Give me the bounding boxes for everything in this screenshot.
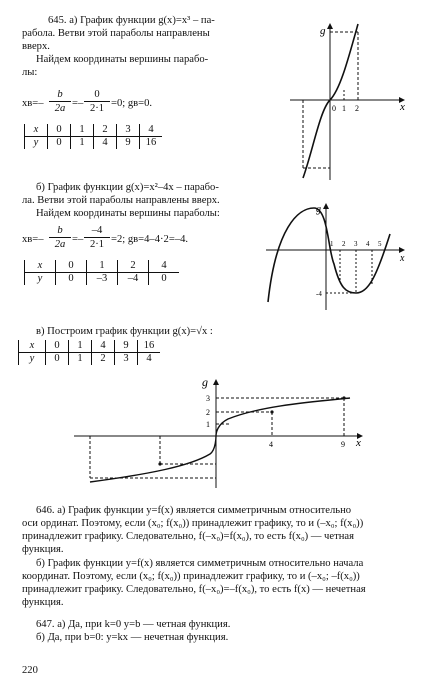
p645b-vertex-prefix: xв=– — [22, 234, 44, 245]
table-cell: x — [19, 340, 46, 353]
table-cell: –3 — [87, 273, 118, 286]
graph-cubic — [268, 10, 418, 186]
p645a-line1: 645. а) График функции g(x)=x³ – па- — [48, 15, 215, 26]
graph2-x-label: x — [400, 253, 405, 264]
p645a-line5: лы: — [22, 67, 38, 78]
graph1-tick-2: 2 — [355, 104, 359, 113]
p645a-line2: рабола. Ветви этой параболы направлены — [22, 28, 210, 39]
graph3-tick-4: 4 — [269, 440, 273, 449]
graph2-tick-2: 2 — [342, 240, 346, 248]
point — [158, 462, 161, 465]
graph1-x-label: x — [400, 101, 405, 113]
p645b-frac1 — [49, 224, 71, 251]
p645b-vertex-suffix: =2; gв=4–4·2=–4. — [111, 234, 189, 245]
graph1-origin: 0 — [332, 104, 336, 113]
table-cell: 4 — [92, 340, 115, 353]
graph2-tick-y: -4 — [316, 290, 322, 298]
table-cell: 3 — [117, 124, 140, 137]
p645c-value-table — [18, 340, 160, 365]
table-cell: 1 — [71, 137, 94, 150]
sqrt-curve — [90, 398, 350, 482]
table-cell: 0 — [149, 273, 180, 286]
p645b-line1: б) График функции g(x)=x²–4x – парабо- — [36, 182, 219, 193]
p646-b4: функция. — [22, 597, 64, 608]
table-row — [25, 124, 163, 137]
p645b-frac1-num: b — [49, 224, 71, 238]
p645b-frac2-den: 2·1 — [89, 239, 105, 250]
table-cell: 9 — [117, 137, 140, 150]
p646-b2: координат. Поэтому, если (x₀; f(x₀)) принадлежит графику, то и (–x₀; –f(x₀)) — [22, 571, 360, 582]
graph2-tick-3: 3 — [354, 240, 358, 248]
table-cell: 0 — [56, 260, 87, 273]
p645a-frac1-num: b — [49, 88, 71, 102]
table-cell: x — [25, 260, 56, 273]
p645a-frac2-num: 0 — [84, 88, 110, 102]
graph1-y-label: g — [320, 25, 326, 37]
table-cell: 4 — [94, 137, 117, 150]
graph2-y-label: g — [316, 204, 321, 215]
table-cell: 4 — [138, 353, 161, 366]
table-cell: 2 — [92, 353, 115, 366]
p647-a: 647. а) Да, при k=0 y=b — четная функция. — [36, 619, 231, 630]
table-cell: 9 — [115, 340, 138, 353]
table-cell: x — [25, 124, 48, 137]
p645a-frac1-den: 2a — [54, 103, 66, 114]
p645a-frac1 — [49, 88, 71, 115]
p645a-line3: вверх. — [22, 41, 50, 52]
graph-parabola — [262, 198, 412, 314]
table-cell: 0 — [46, 353, 69, 366]
table-cell: 1 — [71, 124, 94, 137]
table-cell: 1 — [69, 340, 92, 353]
p646-b1: б) График функции y=f(x) является симметричным относительно начала — [36, 558, 364, 569]
p646-a4: функция. — [22, 544, 64, 555]
graph2-tick-1: 1 — [330, 240, 334, 248]
graph1-tick-1: 1 — [342, 104, 346, 113]
eq-sign: =– — [72, 98, 84, 109]
table-cell: 3 — [115, 353, 138, 366]
table-row — [25, 260, 180, 273]
table-row — [19, 353, 161, 366]
table-cell: 4 — [149, 260, 180, 273]
table-cell: 0 — [46, 340, 69, 353]
graph3-tick-9: 9 — [341, 440, 345, 449]
table-row — [25, 137, 163, 150]
point — [342, 396, 345, 399]
p645b-frac1-den: 2a — [54, 239, 66, 250]
table-cell: 1 — [87, 260, 118, 273]
page-number: 220 — [22, 665, 38, 676]
table-row — [25, 273, 180, 286]
p645b-frac2-num: –4 — [84, 224, 110, 238]
table-row — [19, 340, 161, 353]
table-cell: y — [25, 273, 56, 286]
p646-a2: оси ординат. Поэтому, если (x₀; f(x₀)) принадлежит графику, то и (–x₀; f(x₀)) — [22, 518, 364, 529]
table-cell: 1 — [69, 353, 92, 366]
graph3-tick-y2: 2 — [206, 408, 210, 417]
p646-a1: 646. а) График функции y=f(x) является симметричным относительно — [36, 505, 352, 516]
table-cell: 2 — [94, 124, 117, 137]
graph2-tick-5: 5 — [378, 240, 382, 248]
p645a-frac2-den: 2·1 — [89, 103, 105, 114]
p645b-frac2 — [84, 224, 110, 251]
p645b-line2: ла. Ветви этой параболы направлены вверх. — [22, 195, 220, 206]
table-cell: –4 — [118, 273, 149, 286]
p645a-value-table — [24, 124, 162, 149]
p646-b3: принадлежит графику. Следовательно, f(–x₀)=–f(x₀), то есть f(x) — нечетная — [22, 584, 366, 595]
p645a-vertex-suffix: =0; gв=0. — [111, 98, 153, 109]
table-cell: 2 — [118, 260, 149, 273]
table-cell: 0 — [48, 137, 71, 150]
graph3-y-label: g — [202, 375, 208, 389]
p645c-line1: в) Построим график функции g(x)=√x : — [36, 326, 213, 337]
p647-b: б) Да, при b=0: y=kx — нечетная функция. — [36, 632, 229, 643]
p645a-line4: Найдем координаты вершины парабо- — [36, 54, 209, 65]
point — [270, 410, 273, 413]
table-cell: y — [19, 353, 46, 366]
p646-a3: принадлежит графику. Следовательно, f(–x₀)=f(x₀), то есть f(x₀) — четная — [22, 531, 354, 542]
graph3-x-label: x — [356, 437, 361, 449]
table-cell: 0 — [56, 273, 87, 286]
table-cell: 16 — [140, 137, 163, 150]
p645b-line3: Найдем координаты вершины параболы: — [36, 208, 220, 219]
graph-sqrt — [70, 374, 370, 492]
p645a-frac2 — [84, 88, 110, 115]
p645a-vertex-prefix: xв=– — [22, 98, 44, 109]
p645b-value-table — [24, 260, 179, 285]
table-cell: 0 — [48, 124, 71, 137]
graph3-tick-y3: 3 — [206, 394, 210, 403]
graph2-tick-4: 4 — [366, 240, 370, 248]
table-cell: 4 — [140, 124, 163, 137]
table-cell: 16 — [138, 340, 161, 353]
table-cell: y — [25, 137, 48, 150]
eq-sign: =– — [72, 234, 84, 245]
graph3-tick-y1: 1 — [206, 420, 210, 429]
